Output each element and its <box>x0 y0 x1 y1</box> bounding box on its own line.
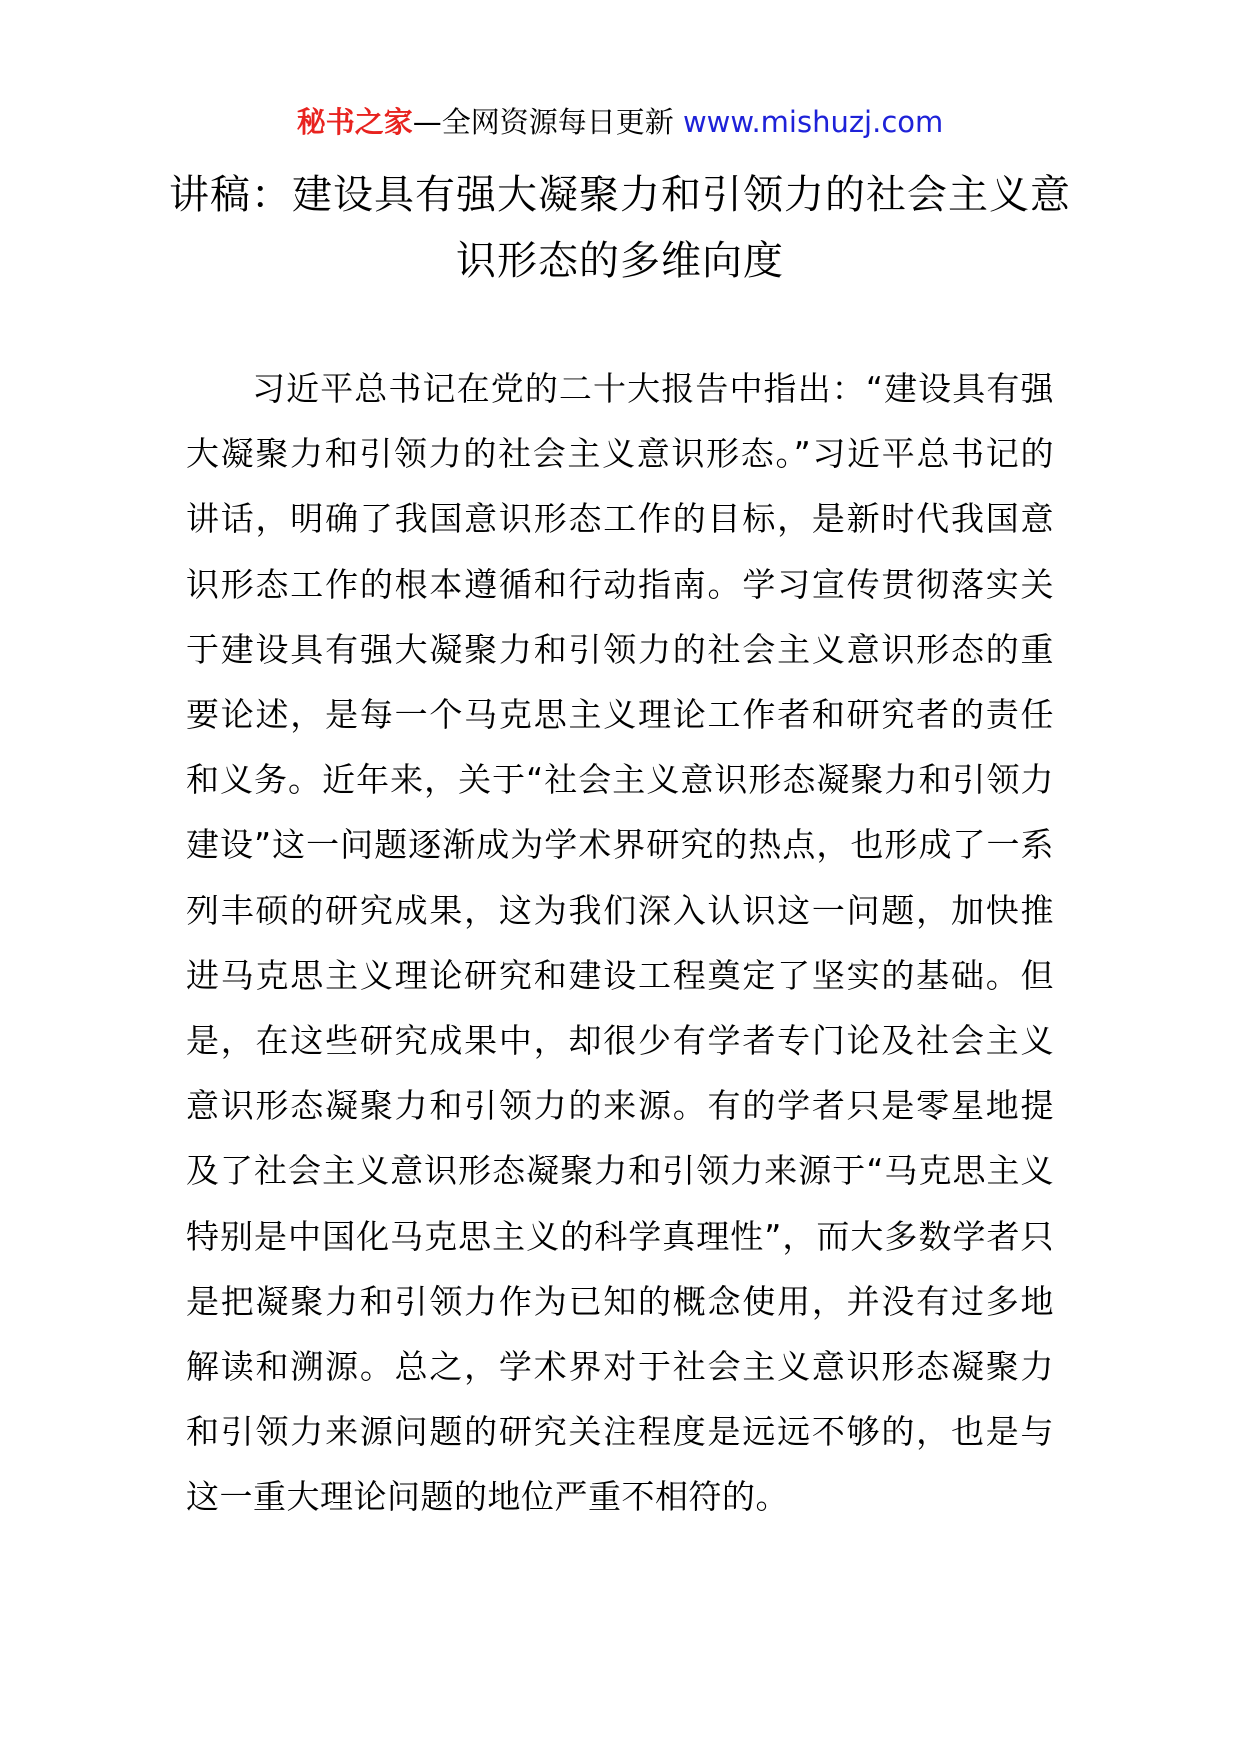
site-url-link[interactable]: www.mishuzj.com <box>682 105 944 139</box>
document-title: 讲稿：建设具有强大凝聚力和引领力的社会主义意识形态的多维向度 <box>169 172 1071 284</box>
site-header <box>0 102 1240 142</box>
site-brand: 秘书之家 <box>296 105 413 139</box>
site-tagline: —全网资源每日更新 <box>412 105 683 139</box>
body-paragraph: 习近平总书记在党的二十大报告中指出：“建设具有强大凝聚力和引领力的社会主义意识形态。”习近平总书记的讲话，明确了我国意识形态工作的目标，是新时代我国意识形态工作的根本遵循和行动指南。学习宣传贯彻落实关于建设具有强大凝聚力和引领力的社会主义意识形态的重要论述，是每一个马克思主义理论工作者和研究者的责任和义务。近年来，关于“社会主义意识形态凝聚力和引领力建设”这一问题逐渐成为学术界研究的热点，也形成了一系列丰硕的研究成果，这为我们深入认识这一问题，加快推进马克思主义理论研究和建设工程奠定了坚实的基础。但是，在这些研究成果中，却很少有学者专门论及社会主义意识形态凝聚力和引领力的来源。有的学者只是零星地提及了社会主义意识形态凝聚力和引领力来源于“马克思主义特别是中国化马克思主义的科学真理性”，而大多数学者只是把凝聚力和引领力作为已知的概念使用，并没有过多地解读和溯源。总之，学术界对于社会主义意识形态凝聚力和引领力来源问题的研究关注程度是远远不够的，也是与这一重大理论问题的地位严重不相符的。 <box>186 369 1054 1517</box>
